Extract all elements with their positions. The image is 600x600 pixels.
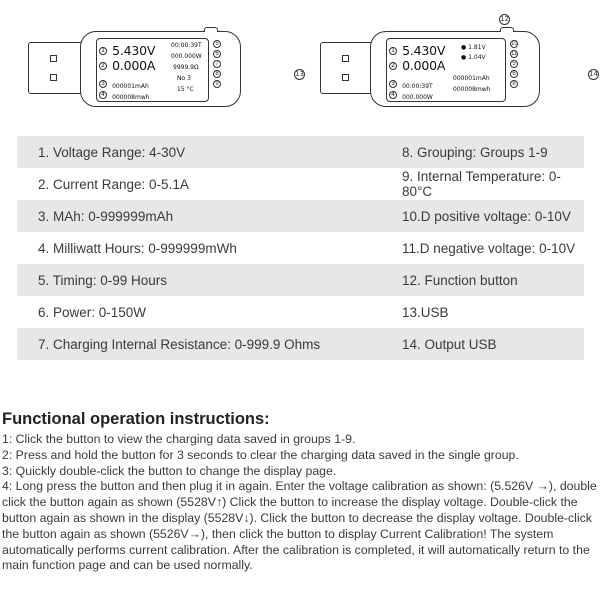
callout-3: 3 [389, 80, 397, 88]
device-illustration-main-page [0, 0, 300, 125]
callout-5: 5 [510, 60, 518, 68]
dminus-readout: 1.04V [468, 54, 486, 61]
instructions-title: Functional operation instructions: [2, 410, 270, 428]
callout-5: 5 [213, 40, 221, 48]
callout-12: 12 [500, 15, 509, 23]
spec-cell-right: 14. Output USB [402, 336, 497, 352]
callout-10: 10 [511, 41, 518, 47]
function-button [500, 27, 514, 32]
callout-2: 2 [389, 62, 397, 70]
callout-column [213, 40, 221, 90]
callout-9: 9 [213, 80, 221, 88]
temperature-readout: 15 °C [177, 86, 194, 93]
usb-pin [342, 74, 349, 81]
instructions-section [2, 410, 598, 574]
callout-4: 4 [99, 91, 107, 99]
callout-1: 1 [389, 47, 397, 55]
callout-column [510, 40, 518, 90]
spec-cell-right: 9. Internal Temperature: 0-80°C [402, 169, 561, 199]
spec-cell-left: 3. MAh: 0-999999mAh [38, 208, 174, 224]
dplus-readout: 1.81V [468, 44, 486, 51]
spec-row [17, 232, 584, 264]
callout-4: 4 [389, 91, 397, 99]
mah-readout: 000001mAh [453, 75, 490, 82]
spec-cell-right: 10.D positive voltage: 0-10V [402, 208, 571, 224]
spec-row [17, 328, 584, 360]
timer-readout: 00:00:39T [171, 42, 202, 49]
spec-cell-left: 6. Power: 0-150W [38, 304, 147, 320]
spec-cell-left: 5. Timing: 0-99 Hours [38, 272, 168, 288]
voltage-readout: 5.430V [112, 43, 156, 58]
spec-cell-left: 2. Current Range: 0-5.1A [38, 176, 189, 192]
usb-pin [50, 55, 57, 62]
callout-11: 11 [511, 51, 518, 57]
spec-cell-right: 11.D negative voltage: 0-10V [402, 240, 576, 256]
device-screen [96, 38, 209, 102]
spec-row [17, 168, 584, 200]
spec-row [17, 136, 584, 168]
current-readout: 0.000A [402, 58, 446, 73]
callout-14: 14 [589, 70, 598, 78]
instructions-text: 1: Click the button to view the charging data saved in groups 1-9. 2: Press and hold the button for 3 seconds to clear the charging data saved in the single group. 3: Quickly double-click the button to change the display page. 4: Long press the button and then plug it in again. Enter the voltage calibration as shown: (5.526V →), double click the button again as shown (5528V↑) Click the button to increase the display voltage. Double-click the button again as shown in the display (5528V↓). Click the button to decrease the display voltage. Double-click the button again as shown (5526V→), then click the button to display Current Calibration! The system automatically performs current calibration. After the calibration is completed, it will automatically return to the main function page and can be used normally. [2, 432, 597, 573]
mwh-readout: 000008mwh [453, 86, 491, 93]
spec-cell-left: 7. Charging Internal Resistance: 0-999.9 Ohms [38, 336, 321, 352]
spec-row [17, 296, 584, 328]
dplus-icon: ● [461, 44, 467, 51]
callout-3: 3 [99, 80, 107, 88]
spec-cell-right: 13.USB [402, 304, 449, 320]
usb-pin [50, 74, 57, 81]
power-readout: 000.000W [402, 94, 433, 101]
resistance-readout: 9999.9Ω [173, 64, 199, 71]
mwh-readout: 000008mwh [112, 94, 150, 101]
power-readout: 000.000W [171, 53, 202, 60]
callout-1: 1 [99, 47, 107, 55]
device-screen [386, 38, 506, 102]
spec-row [17, 264, 584, 296]
voltage-readout: 5.430V [402, 43, 446, 58]
dminus-icon: ● [461, 54, 467, 61]
callout-8: 8 [213, 70, 221, 78]
spec-cell-right: 12. Function button [402, 272, 518, 288]
callout-7: 7 [213, 60, 221, 68]
usb-plug [28, 42, 84, 94]
spec-cell-left: 4. Milliwatt Hours: 0-999999mWh [38, 240, 237, 256]
current-readout: 0.000A [112, 58, 156, 73]
mah-readout: 000001mAh [112, 83, 149, 90]
function-button [204, 27, 218, 32]
callout-8: 8 [510, 80, 518, 88]
time-readout: 00:00:39T [402, 83, 433, 90]
callout-6: 6 [213, 50, 221, 58]
group-readout: No 3 [177, 75, 191, 82]
callout-13: 13 [295, 70, 304, 78]
spec-cell-right: 8. Grouping: Groups 1-9 [402, 144, 548, 160]
spec-cell-left: 1. Voltage Range: 4-30V [38, 144, 186, 160]
callout-2: 2 [99, 62, 107, 70]
callout-6: 6 [510, 70, 518, 78]
spec-row [17, 200, 584, 232]
device-illustration-second-page [290, 0, 600, 125]
usb-plug [320, 42, 376, 94]
spec-table [17, 136, 584, 360]
usb-pin [342, 55, 349, 62]
